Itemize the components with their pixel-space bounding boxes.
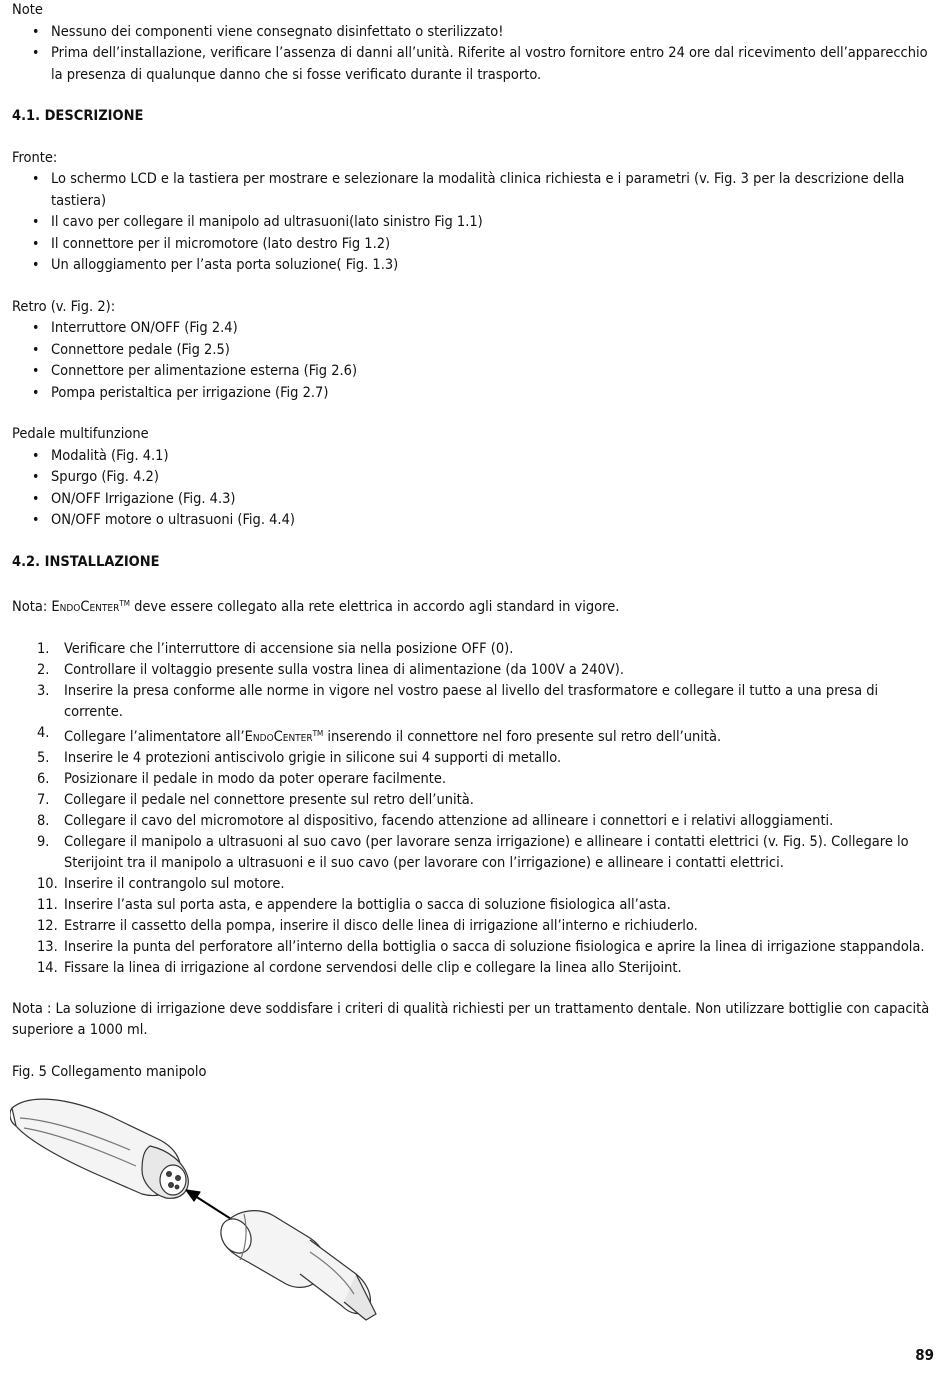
list-item: • Spurgo (Fig. 4.2) [32, 467, 937, 489]
step-item: 14. Fissare la linea di irrigazione al cordone servendosi delle clip e collegare la linea allo Sterijoint. [37, 959, 682, 976]
list-item: • Prima dell’installazione, verificare l’assenza di danni all’unità. Riferite al vostro fornitore entro 24 ore dal ricevimento dell’apparecchio la presenza di qualunque danno che si fosse verificato durante il trasporto. [32, 43, 937, 86]
front-title: Fronte: [12, 149, 58, 166]
list-item: • Un alloggiamento per l’asta porta soluzione( Fig. 1.3) [32, 255, 937, 277]
back-list [12, 318, 937, 404]
front-list [12, 169, 937, 277]
list-item: • Il cavo per collegare il manipolo ad ultrasuoni(lato sinistro Fig 1.1) [32, 212, 937, 234]
list-item: • Il connettore per il micromotore (lato destro Fig 1.2) [32, 234, 937, 256]
step-item: 9. Collegare il manipolo a ultrasuoni al suo cavo (per lavorare senza irrigazione) e allineare i contatti elettrici (v. Fig. 5). Collegare lo Sterijoint tra il manipolo a ultrasuoni e il suo cavo (per lavorare con l’irrigazione) e allineare i contatti elettrici. [37, 833, 909, 871]
note-suffix: deve essere collegato alla rete elettrica in accordo agli standard in vigore. [129, 599, 620, 615]
step-item: 2. Controllare il voltaggio presente sulla vostra linea di alimentazione (da 100V a 240V). [37, 661, 624, 678]
handpiece-connection-illustration [10, 1088, 380, 1338]
list-item: • ON/OFF motore o ultrasuoni (Fig. 4.4) [32, 510, 937, 532]
note-list [12, 22, 937, 87]
step-item: 4. Collegare l’alimentatore all’EndoCenter™ inserendo il connettore nel foro presente sul retro dell’unità. [37, 724, 722, 745]
back-title: Retro (v. Fig. 2): [12, 298, 116, 315]
pedal-title: Pedale multifunzione [12, 426, 149, 442]
document-page [12, 0, 937, 1083]
step-item: 11. Inserire l’asta sul porta asta, e appendere la bottiglia o sacca di soluzione fisiologica all’asta. [37, 896, 671, 913]
list-item: • Lo schermo LCD e la tastiera per mostrare e selezionare la modalità clinica richiesta e i parametri (v. Fig. 3 per la descrizione della tastiera) [32, 169, 937, 212]
figure-caption: Fig. 5 Collegamento manipolo [12, 1063, 207, 1080]
list-item: • Connettore per alimentazione esterna (Fig 2.6) [32, 361, 937, 383]
note-prefix: Nota: [12, 599, 52, 615]
trademark: TM [119, 599, 130, 608]
list-item: • Interruttore ON/OFF (Fig 2.4) [32, 318, 937, 340]
step-item: 3. Inserire la presa conforme alle norme in vigore nel vostro paese al livello del trasformatore e collegare il tutto a una presa di corrente. [37, 682, 879, 720]
list-item: • Nessuno dei componenti viene consegnato disinfettato o sterilizzato! [32, 22, 937, 44]
installation-steps [12, 639, 937, 979]
pedal-list [12, 446, 937, 532]
step-item: 10. Inserire il contrangolo sul motore. [37, 875, 285, 892]
irrigation-note: Nota : La soluzione di irrigazione deve soddisfare i criteri di qualità richiesti per un trattamento dentale. Non utilizzare bottiglie con capacità superiore a 1000 ml. [12, 1000, 930, 1038]
section-heading-description: 4.1. DESCRIZIONE [12, 108, 144, 124]
note-title: Note [12, 2, 43, 18]
step-item: 1. Verificare che l’interruttore di accensione sia nella posizione OFF (0). [37, 640, 514, 657]
step-item: 12. Estrarre il cassetto della pompa, inserire il disco delle linea di irrigazione all’interno e richiuderlo. [37, 917, 698, 934]
list-item: • Connettore pedale (Fig 2.5) [32, 340, 937, 362]
section-heading-installation: 4.2. INSTALLAZIONE [12, 553, 160, 570]
list-item: • ON/OFF Irrigazione (Fig. 4.3) [32, 489, 937, 511]
page-number: 89 [915, 1346, 934, 1364]
installation-note [12, 593, 937, 619]
step-item: 13. Inserire la punta del perforatore all’interno della bottiglia o sacca di soluzione fisiologica e aprire la linea di irrigazione stappandola. [37, 938, 925, 955]
step-item: 8. Collegare il cavo del micromotore al dispositivo, facendo attenzione ad allineare i connettori e i relativi alloggiamenti. [37, 812, 834, 829]
brand-name: EndoCenter [51, 599, 120, 615]
step-item: 5. Inserire le 4 protezioni antiscivolo grigie in silicone sui 4 supporti di metallo. [37, 749, 562, 766]
list-item: • Pompa peristaltica per irrigazione (Fig 2.7) [32, 383, 937, 405]
list-item: • Modalità (Fig. 4.1) [32, 446, 937, 468]
step-item: 7. Collegare il pedale nel connettore presente sul retro dell’unità. [37, 791, 474, 808]
step-item: 6. Posizionare il pedale in modo da poter operare facilmente. [37, 770, 447, 787]
